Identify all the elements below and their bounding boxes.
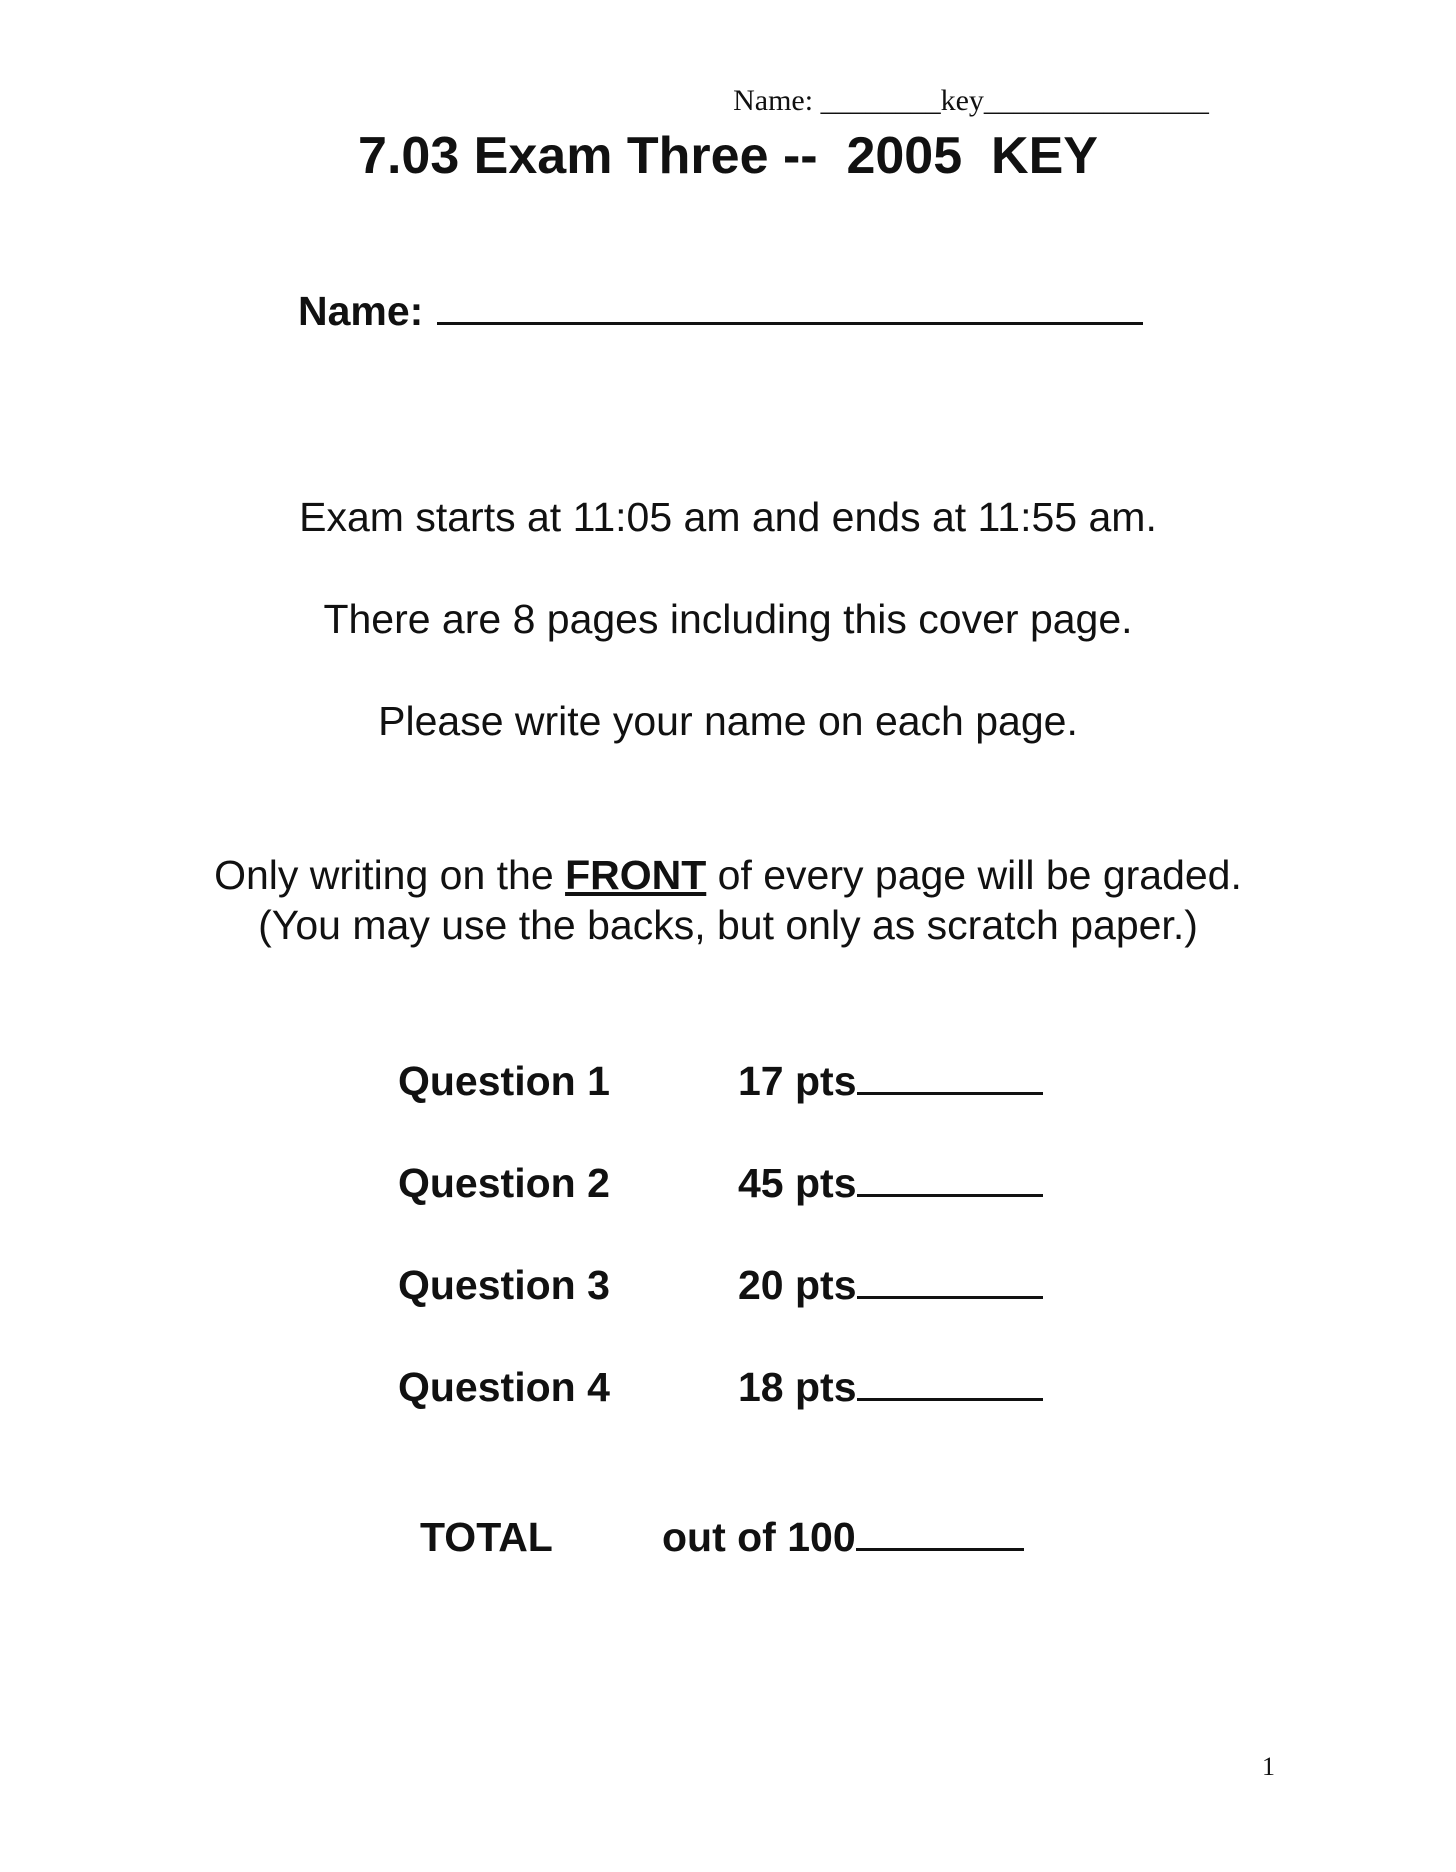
question-label: Question 2 [398,1160,610,1206]
question-label: Question 3 [398,1262,610,1308]
scratch-paper-note: (You may use the backs, but only as scratch paper.) [258,902,1198,948]
total-label: TOTAL [420,1514,553,1560]
question-points: 18 pts [738,1364,1043,1411]
write-name-instruction: Please write your name on each page. [378,698,1078,744]
header-name-key: Name: ________key_______________ [733,84,1209,117]
total-blank-line [856,1514,1024,1551]
question-points: 45 pts [738,1160,1043,1207]
front-only-instruction [0,852,1456,899]
front-instruction-prefix: Only writing on the [214,852,566,898]
question-label: Question 4 [398,1364,610,1410]
exam-time-instruction: Exam starts at 11:05 am and ends at 11:55 am. [299,494,1157,540]
score-blank-line [857,1364,1043,1401]
front-emphasis: FRONT [565,852,707,898]
question-points: 20 pts [738,1262,1043,1309]
score-blank-line [857,1058,1043,1095]
name-field [298,286,1143,335]
front-instruction-suffix: of every page will be graded. [706,852,1242,898]
question-label: Question 1 [398,1058,610,1104]
exam-title: 7.03 Exam Three -- 2005 KEY [358,127,1098,185]
name-field-label: Name: [298,288,424,334]
question-points: 17 pts [738,1058,1043,1105]
page-count-instruction: There are 8 pages including this cover page. [323,596,1133,642]
score-blank-line [857,1262,1043,1299]
page-number: 1 [1262,1752,1275,1781]
score-blank-line [857,1160,1043,1197]
name-blank-line [437,286,1143,325]
total-points: out of 100 [662,1514,1024,1561]
